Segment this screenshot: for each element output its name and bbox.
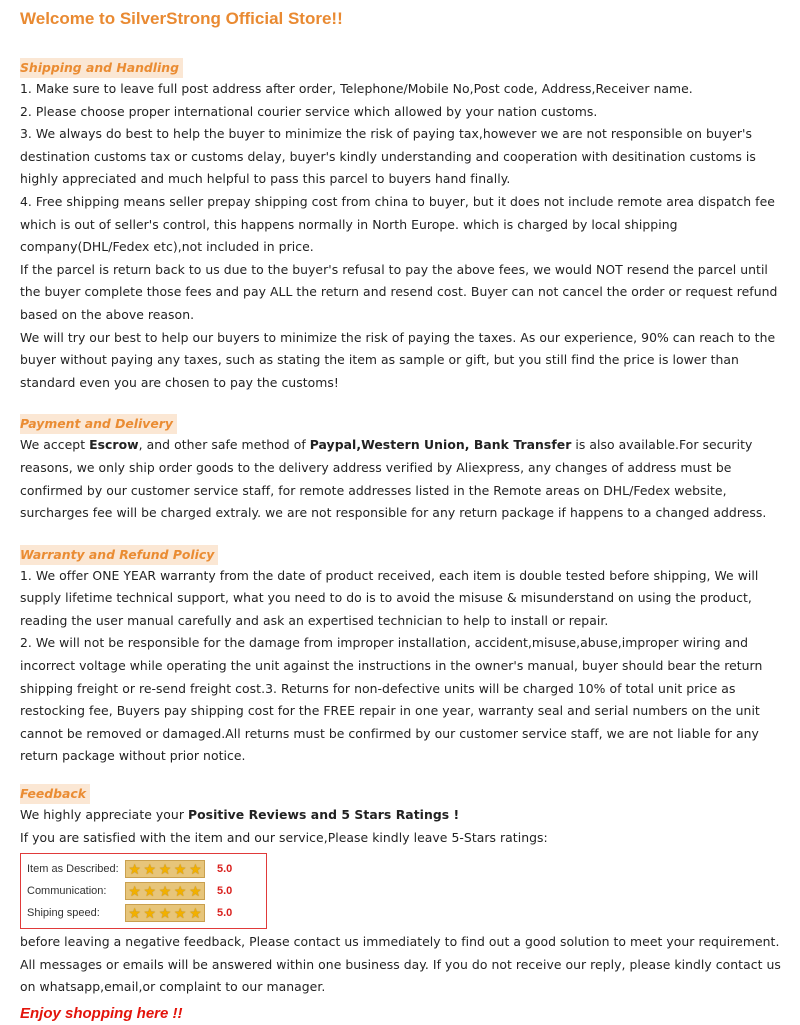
shipping-paragraph-1: 1. Make sure to leave full post address after order, Telephone/Mobile No,Post code, Address,Receiver name. — [20, 81, 693, 96]
rating-row — [27, 902, 262, 924]
warranty-section-title: Warranty and Refund Policy — [20, 545, 218, 565]
shipping-paragraph-6: We will try our best to help our buyers to minimize the risk of paying the taxes. As our experience, 90% can reach to the buyer without paying any taxes, such as stating the item as sample or gift, but you still find the price is lower than standard even you are chosen to pay the customs! — [20, 329, 776, 390]
rating-score: 5.0 — [217, 863, 233, 876]
rating-label: Shiping speed: — [27, 907, 100, 920]
store-policy-page — [20, 6, 782, 1025]
warranty-paragraph-2: 2. We will not be responsible for the damage from improper installation, accident,misuse,abuse,improper wiring and incorrect voltage while operating the unit against the instructions in the owner's manual, buyer should bear the return shipping freight or re-send freight cost.3. Returns for non-defective units will be charged 10% of total unit price as restocking fee, Buyers pay shipping cost for the FREE repair in one year, warranty seal and serial numbers on the unit cannot be removed or damaged.All returns must be confirmed by our customer service staff, we are not liable for any return package without prior notice. — [20, 635, 763, 764]
feedback-line-1 — [20, 804, 782, 827]
payment-mid: , and other safe method of — [138, 437, 310, 453]
payment-methods: Paypal,Western Union, Bank Transfer — [309, 437, 572, 453]
feedback-line-2: If you are satisfied with the item and our service,Please kindly leave 5-Stars ratings: — [20, 829, 548, 845]
rating-score: 5.0 — [217, 907, 233, 920]
closing-message: Enjoy shopping here !! — [20, 1005, 183, 1022]
rating-score: 5.0 — [217, 885, 233, 898]
feedback-section-title: Feedback — [20, 784, 90, 804]
warranty-paragraph-1: 1. We offer ONE YEAR warranty from the date of product received, each item is double tested before shipping, We will supply lifetime technical support, what you need to do is to avoid the misuse & misunderstand on using the product, reading the user manual carefully and ask an expertised technician to help to install or repair. — [20, 567, 759, 628]
payment-intro: We accept — [20, 437, 90, 453]
feedback-line-1-text: We highly appreciate your — [20, 807, 188, 823]
five-star-icon: ★ ★ ★ ★ ★ — [125, 860, 205, 878]
rating-label: Communication: — [27, 885, 107, 898]
rating-label: Item as Described: — [27, 863, 119, 876]
payment-rest: is also available.For security reasons, we only ship order goods to the delivery address verified by Aliexpress, any changes of address must be confirmed by our customer service staff, for remote addresses listed in the Remote areas on DHL/Fedex website, surcharges fee will be charged extraly. we are not responsible for any return package if happens to a changed address. — [20, 437, 767, 521]
payment-paragraph — [20, 434, 782, 524]
five-star-icon: ★ ★ ★ ★ ★ — [125, 882, 205, 900]
shipping-paragraph-5: If the parcel is return back to us due to the buyer's refusal to pay the above fees, we would NOT resend the parcel until the buyer complete those fees and pay ALL the return and resend cost. Buyer can not cancel the order or request refund based on the above reason. — [20, 261, 778, 322]
ratings-box — [20, 853, 267, 929]
welcome-heading: Welcome to SilverStrong Official Store!! — [20, 9, 343, 28]
rating-row — [27, 880, 262, 902]
payment-escrow: Escrow — [89, 437, 139, 453]
feedback-line-3: before leaving a negative feedback, Please contact us immediately to find out a good solution to meet your requirement. — [20, 934, 780, 950]
shipping-section-title: Shipping and Handling — [20, 58, 183, 78]
feedback-line-1-bold: Positive Reviews and 5 Stars Ratings ! — [187, 807, 460, 823]
payment-section-title: Payment and Delivery — [20, 414, 177, 434]
five-star-icon: ★ ★ ★ ★ ★ — [125, 904, 205, 922]
shipping-paragraph-3: 3. We always do best to help the buyer to minimize the risk of paying tax,however we are not responsible on buyer's destination customs tax or customs delay, buyer's kindly understanding and cooperation with desitination customs is highly appreciated and much helpful to pass this parcel to buyers hand finally. — [20, 126, 756, 187]
rating-row — [27, 858, 262, 880]
shipping-paragraph-4: 4. Free shipping means seller prepay shipping cost from china to buyer, but it does not include remote area dispatch fee which is out of seller's control, this happens normally in North Europe. which is charged by local shipping company(DHL/Fedex etc),not included in price. — [20, 193, 775, 255]
feedback-line-4: All messages or emails will be answered within one business day. If you do not receive our reply, please kindly contact us on whatsapp,email,or complaint to our manager. — [20, 956, 781, 995]
shipping-paragraph-2: 2. Please choose proper international courier service which allowed by your nation customs. — [20, 103, 598, 119]
